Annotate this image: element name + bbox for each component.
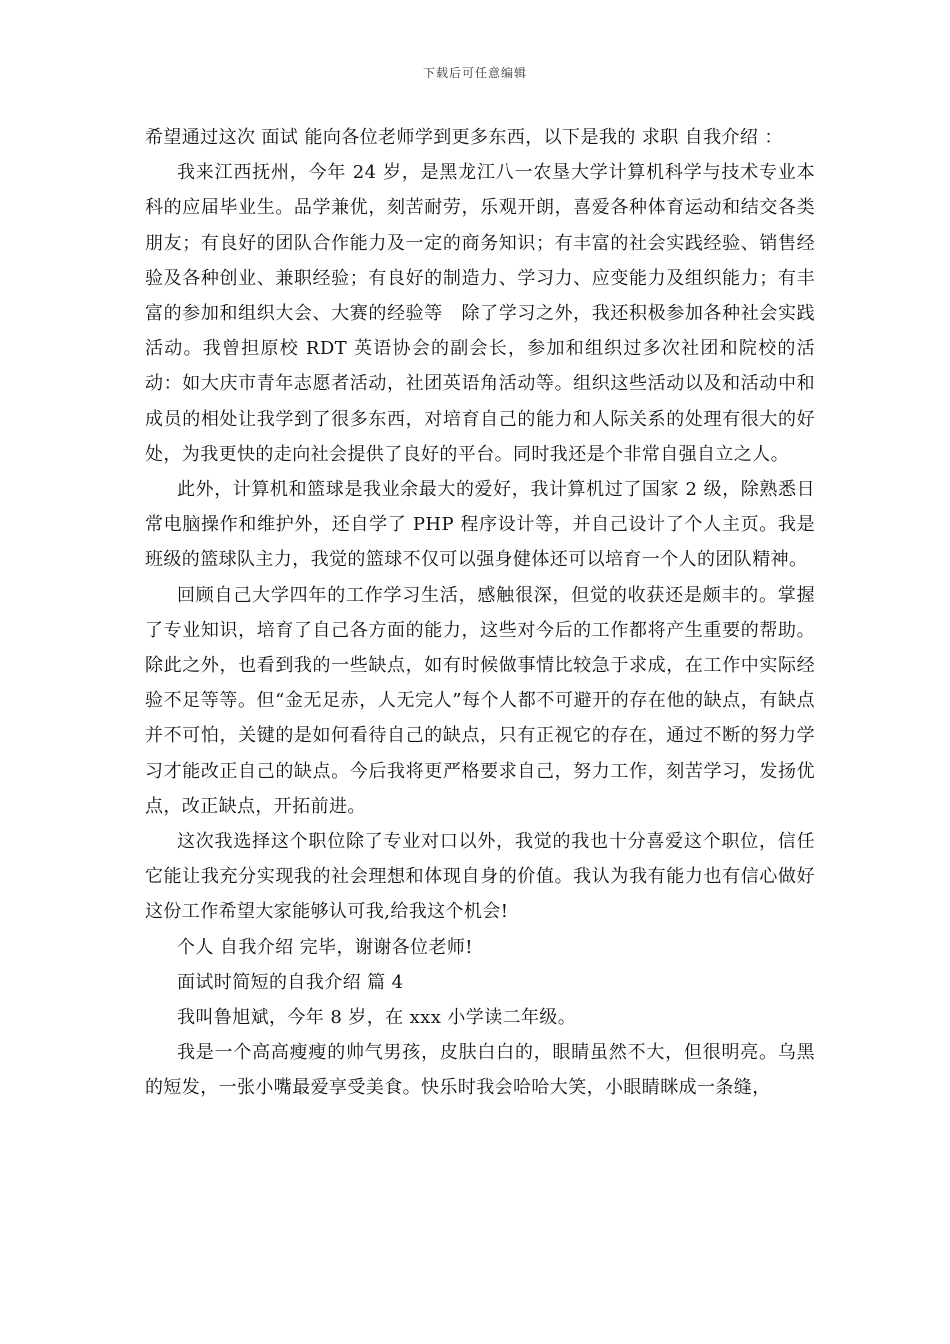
- intro-paragraph: 希望通过这次 面试 能向各位老师学到更多东西，以下是我的 求职 自我介绍 ：: [145, 127, 783, 148]
- motivation-paragraph: 这次我选择这个职位除了专业对口以外，我觉的我也十分喜爱这个职位，信任它能让我充分实现我的社会理想和体现自身的价值。我认为我有能力也有信心做好这份工作希望大家能够认可我,给我这个机会!: [145, 831, 815, 923]
- page-header-note: 下载后可任意编辑: [422, 66, 527, 80]
- child-description-paragraph: 我是一个高高瘦瘦的帅气男孩，皮肤白白的，眼睛虽然不大，但很明亮。乌黑的短发，一张小嘴最爱享受美食。快乐时我会哈哈大笑，小眼睛眯成一条缝，: [145, 1042, 815, 1099]
- hobbies-paragraph: 此外，计算机和篮球是我业余最大的爱好，我计算机过了国家 2 级，除熟悉日常电脑操作和维护外，还自学了 PHP 程序设计等，并自己设计了个人主页。我是班级的篮球队主力，我觉的篮球不仅可以强身健体还可以培育一个人的团队精神。: [145, 479, 815, 571]
- reflection-paragraph: 回顾自己大学四年的工作学习生活，感触很深，但觉的收获还是颇丰的。掌握了专业知识，培育了自己各方面的能力，这些对今后的工作都将产生重要的帮助。除此之外，也看到我的一些缺点，如有时候做事情比较急于求成，在工作中实际经验不足等等。但“金无足赤，人无完人”每个人都不可避开的存在他的缺点，有缺点并不可怕，关键的是如何看待自己的缺点，只有正视它的存在，通过不断的努力学习才能改正自己的缺点。今后我将更严格要求自己，努力工作，刻苦学习，发扬优点，改正缺点，开拓前进。: [145, 584, 815, 817]
- child-intro-paragraph: 我叫鲁旭斌，今年 8 岁，在 xxx 小学读二年级。: [177, 1007, 577, 1029]
- section-heading: 面试时简短的自我介绍 篇 4: [177, 971, 404, 993]
- closing-paragraph: 个人 自我介绍 完毕，谢谢各位老师!: [177, 936, 473, 958]
- background-paragraph: 我来江西抚州，今年 24 岁，是黑龙江八一农垦大学计算机科学与技术专业本科的应届毕业生。品学兼优，刻苦耐劳，乐观开朗，喜爱各种体育运动和结交各类朋友；有良好的团队合作能力及一定的商务知识；有丰富的社会实践经验、销售经验及各种创业、兼职经验；有良好的制造力、学习力、应变能力及组织能力；有丰富的参加和组织大会、大赛的经验等 除了学习之外，我还积极参加各种社会实践活动。我曾担原校 RDT 英语协会的副会长，参加和组织过多次社团和院校的活动：如大庆市青年志愿者活动，社团英语角活动等。组织这些活动以及和活动中和成员的相处让我学到了很多东西，对培育自己的能力和人际关系的处理有很大的好处，为我更快的走向社会提供了良好的平台。同时我还是个非常自强自立之人。: [145, 162, 815, 465]
- document-body: [145, 120, 815, 1106]
